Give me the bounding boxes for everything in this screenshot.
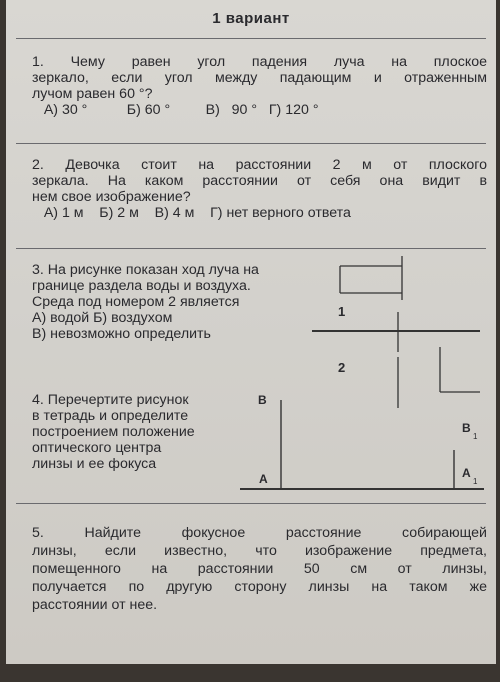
q4-line: 4. Перечертите рисунок: [32, 392, 189, 408]
q5-line: получается по другую сторону линзы на таком же: [32, 579, 487, 595]
q5-line: расстоянии от нее.: [32, 597, 158, 613]
divider: [16, 503, 486, 504]
point-A1-subscript: 1: [473, 477, 478, 486]
q4-line: линзы и ее фокуса: [32, 456, 157, 472]
q3-option-ab: А) водой Б) воздухом: [32, 310, 173, 326]
q1-line: зеркало, если угол между падающим и отраженным: [32, 70, 487, 86]
q5-line: помещенного на расстоянии 50 см от линзы,: [32, 561, 487, 577]
point-A-label: А: [259, 472, 268, 486]
medium-label-1: 1: [338, 304, 346, 319]
q5-line: линзы, если известно, что изображение предмета,: [32, 543, 487, 559]
question-5: [32, 524, 487, 614]
q1-line: 1. Чему равен угол падения луча на плоское: [32, 54, 487, 70]
point-B1-subscript: 1: [473, 432, 478, 441]
worksheet-page: [6, 0, 496, 664]
point-B1-label: В: [462, 421, 471, 435]
q4-line: построением положение: [32, 424, 195, 440]
q2-options: А) 1 м Б) 2 м В) 4 м Г) нет верного ответа: [32, 205, 351, 221]
q2-line: зеркала. На каком расстоянии от себя она видит в: [32, 173, 487, 189]
refraction-figure: [312, 256, 480, 408]
q4-line: оптического центра: [32, 440, 162, 456]
q2-line: нем свое изображение?: [32, 189, 191, 205]
medium-label-2: 2: [338, 360, 346, 375]
point-A1-label: А: [462, 466, 471, 480]
variant-title: 1 вариант: [212, 10, 290, 27]
q3-option-c: В) невозможно определить: [32, 326, 211, 342]
q5-line: 5. Найдите фокусное расстояние собирающей: [32, 525, 487, 541]
q1-line: лучом равен 60 °?: [32, 86, 153, 102]
point-B-label: В: [258, 393, 267, 407]
lens-figure: [240, 400, 484, 489]
q3-line: границе раздела воды и воздуха.: [32, 278, 251, 294]
q1-options: А) 30 ° Б) 60 ° В) 90 ° Г) 120 °: [32, 102, 319, 118]
q3-line: 3. На рисунке показан ход луча на: [32, 262, 259, 278]
q2-line: 2. Девочка стоит на расстоянии 2 м от плоского: [32, 157, 487, 173]
q3-line: Среда под номером 2 является: [32, 294, 240, 310]
q4-line: в тетрадь и определите: [32, 408, 189, 424]
